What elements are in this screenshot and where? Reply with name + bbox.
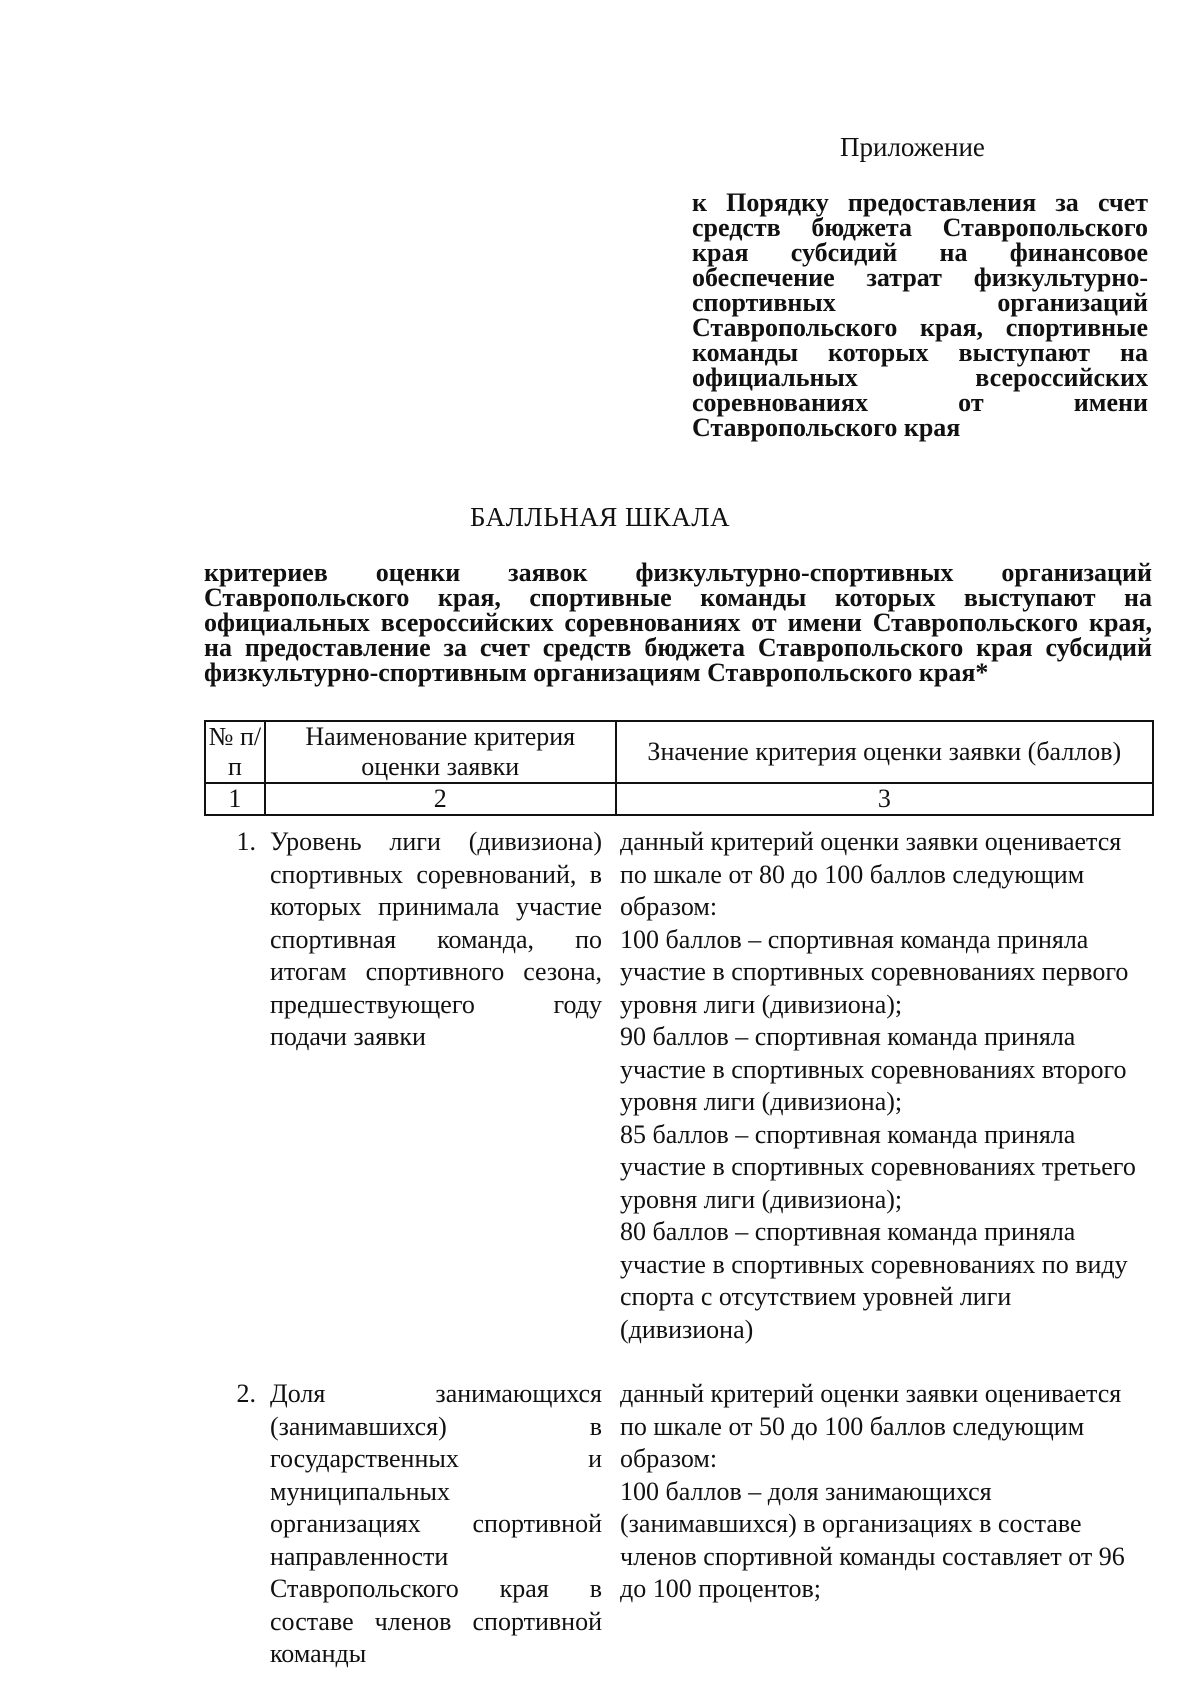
column-number-1: 1 bbox=[205, 783, 265, 815]
header-value: Значение критерия оценки заявки (баллов) bbox=[616, 721, 1153, 783]
document-title: БАЛЛЬНАЯ ШКАЛА bbox=[469, 502, 731, 532]
criterion-name: Доля занимающихся (занимавшихся) в государственных и муниципальных организациях спортивной направленности Ставропольского края в составе членов спортивной команды bbox=[270, 1379, 602, 1668]
column-number-row bbox=[205, 783, 1153, 815]
column-number-3: 3 bbox=[616, 783, 1153, 815]
value-line: 100 баллов – доля занимающихся (занимавшихся) в организациях в составе членов спортивной команды составляет от 96 до 100 процентов; bbox=[620, 1476, 1125, 1603]
table-row bbox=[204, 826, 1154, 1346]
value-line: 100 баллов – спортивная команда приняла участие в спортивных соревнованиях первого уровня лиги (дивизиона); bbox=[620, 924, 1129, 1019]
table-row bbox=[204, 1378, 1154, 1671]
criteria-rows bbox=[204, 826, 1154, 1671]
value-line: 80 баллов – спортивная команда приняла участие в спортивных соревнованиях по виду спорта с отсутствием уровней лиги (дивизиона) bbox=[620, 1217, 1128, 1344]
value-line: 90 баллов – спортивная команда приняла участие в спортивных соревнованиях второго уровня лиги (дивизиона); bbox=[620, 1022, 1127, 1116]
value-line: данный критерий оценки заявки оценивается по шкале от 80 до 100 баллов следующим образом: bbox=[620, 827, 1122, 921]
value-line: данный критерий оценки заявки оценивается по шкале от 50 до 100 баллов следующим образом: bbox=[620, 1379, 1122, 1473]
appendix-title: Приложение bbox=[840, 132, 985, 162]
criterion-name: Уровень лиги (дивизиона) спортивных соревнований, в которых принимала участие спортивная команда, по итогам спортивного сезона, предшествующего году подачи заявки bbox=[270, 827, 602, 1051]
row-number: 2. bbox=[236, 1379, 256, 1408]
criterion-value bbox=[614, 1378, 1154, 1671]
appendix-text: к Порядку предоставления за счет средств бюджета Ставропольского края субсидий на финансовое обеспечение затрат физкультурно-спортивных организаций Ставропольского края, спортивные команды которых выступают на официальных всероссийских соревнованиях от имени Ставропольского края bbox=[692, 188, 1148, 442]
value-line: 85 баллов – спортивная команда приняла участие в спортивных соревнованиях третьего уровня лиги (дивизиона); bbox=[620, 1119, 1136, 1214]
header-num: № п/п bbox=[205, 721, 265, 783]
document-subtitle: критериев оценки заявок физкультурно-спортивных организаций Ставропольского края, спортивные команды которых выступают на официальных всероссийских соревнованиях от имени Ставропольского края, на предоставление за счет средств бюджета Ставропольского края субсидий физкультурно-спортивным организациям Ставропольского края* bbox=[204, 558, 1152, 687]
header-name: Наименование критерия оценки заявки bbox=[265, 721, 616, 783]
header-row bbox=[205, 721, 1153, 783]
row-number: 1. bbox=[236, 827, 256, 856]
criterion-value bbox=[614, 826, 1154, 1346]
column-number-2: 2 bbox=[265, 783, 616, 815]
criteria-table-header bbox=[204, 720, 1154, 816]
